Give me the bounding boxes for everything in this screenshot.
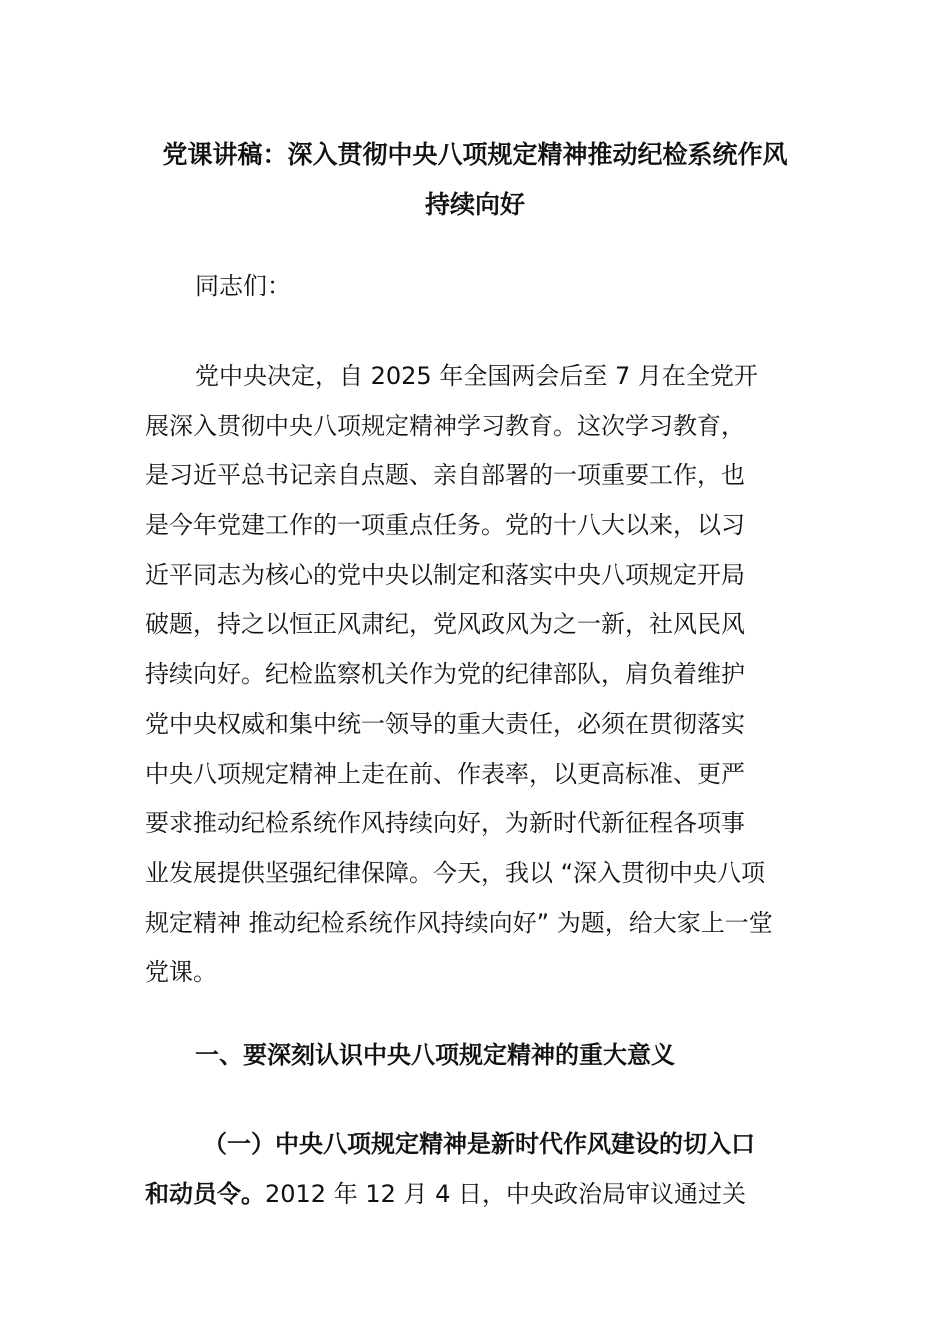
salutation: 同志们：: [195, 272, 291, 300]
paragraph-line: 是今年党建工作的一项重点任务。党的十八大以来，以习: [145, 511, 745, 540]
paragraph-line: 党中央权威和集中统一领导的重大责任，必须在贯彻落实: [145, 709, 745, 738]
document-title: [150, 130, 800, 230]
paragraph-line: 党课。: [145, 958, 217, 987]
subsection-line: [145, 1169, 810, 1219]
paragraph-line: 破题，持之以恒正风肃纪，党风政风为之一新，社风民风: [145, 610, 745, 639]
paragraph-line: 近平同志为核心的党中央以制定和落实中央八项规定开局: [145, 560, 745, 589]
title-line: 党课讲稿：深入贯彻中央八项规定精神推动纪检系统作风: [162, 140, 788, 169]
subsection-paragraph: [145, 1119, 810, 1219]
subsection-heading-end: 和动员令。: [145, 1180, 265, 1208]
subsection-heading: （一）中央八项规定精神是新时代作风建设的切入口: [203, 1130, 755, 1158]
paragraph-line: 要求推动纪检系统作风持续向好，为新时代新征程各项事: [145, 809, 745, 838]
title-line: 持续向好: [424, 190, 525, 219]
paragraph-line: 持续向好。纪检监察机关作为党的纪律部队，肩负着维护: [145, 660, 745, 689]
body-paragraph: [145, 352, 810, 998]
section-heading: 一、要深刻认识中央八项规定精神的重大意义: [195, 1041, 675, 1069]
paragraph-line: 党中央决定，自 2025 年全国两会后至 7 月在全党开: [195, 362, 758, 390]
paragraph-line: 展深入贯彻中央八项规定精神学习教育。这次学习教育，: [145, 411, 745, 440]
paragraph-line: 是习近平总书记亲自点题、亲自部署的一项重要工作，也: [145, 461, 745, 490]
paragraph-line: 业发展提供坚强纪律保障。今天，我以 “深入贯彻中央八项: [145, 858, 766, 887]
paragraph-line: 规定精神 推动纪检系统作风持续向好” 为题，给大家上一堂: [145, 908, 773, 937]
subsection-text: 2012 年 12 月 4 日，中央政治局审议通过关: [265, 1180, 747, 1208]
paragraph-line: 中央八项规定精神上走在前、作表率，以更高标准、更严: [145, 759, 745, 788]
